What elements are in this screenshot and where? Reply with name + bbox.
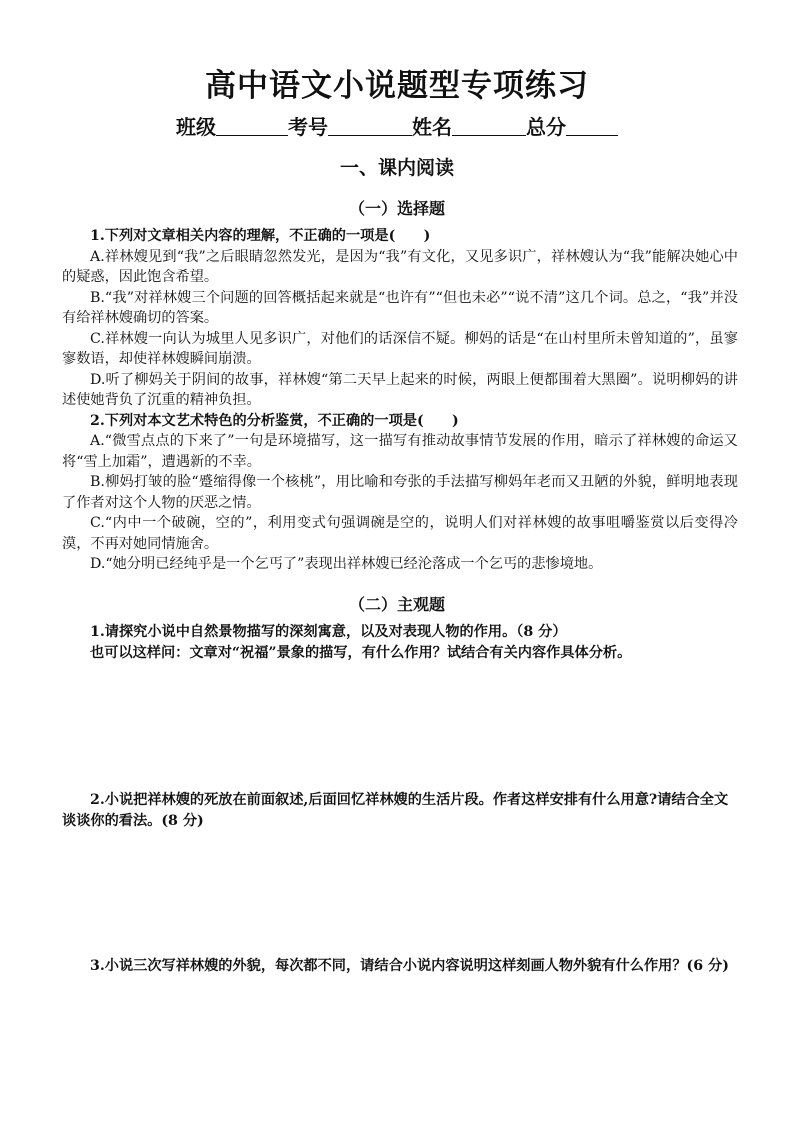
class-blank[interactable] (216, 115, 288, 136)
q1-option-d[interactable]: D.听了柳妈关于阴间的故事，祥林嫂“第二天早上起来的时候，两眼上便都围着大黑圈”。说明柳妈的讲述使她背负了沉重的精神负担。 (62, 371, 738, 408)
score-blank[interactable] (566, 115, 618, 136)
exam-no-blank[interactable] (328, 115, 412, 136)
name-blank[interactable] (452, 115, 526, 136)
sq1-answer-area[interactable] (62, 670, 738, 782)
name-label: 姓名 (412, 115, 452, 139)
q1-option-b[interactable]: B.“我”对祥林嫂三个问题的回答概括起来就是“也许有”“但也未必”“说不清”这几个词。总之，“我”并没有给祥林嫂确切的答案。 (62, 289, 738, 326)
q2-option-a[interactable]: A.“微雪点点的下来了”一句是环境描写，这一描写有推动故事情节发展的作用，暗示了祥林嫂的命运又将“雪上加霜”，遭遇新的不幸。 (62, 433, 738, 470)
q2-stem: 2.下列对本文艺术特色的分析鉴赏，不正确的一项是( ) (90, 412, 459, 429)
score-label: 总分 (526, 115, 566, 139)
q2-option-b[interactable]: B.柳妈打皱的脸“蹙缩得像一个核桃”，用比喻和夸张的手法描写柳妈年老而又丑陋的外貌，鲜明地表现了作者对这个人物的厌恶之情。 (62, 474, 738, 511)
sq1-line2: 也可以这样问：文章对“祝福”景象的描写，有什么作用？试结合有关内容作具体分析。 (90, 645, 632, 661)
sq2-answer-area[interactable] (62, 836, 738, 952)
choice-questions (62, 226, 738, 575)
q1-option-c[interactable]: C.祥林嫂一向认为城里人见多识广，对他们的话深信不疑。柳妈的话是“在山村里所未曾知道的”，虽寥寥数语，却使祥林嫂瞬间崩溃。 (62, 330, 738, 367)
part-heading-choice: （一）选择题 (348, 199, 445, 218)
q1-option-a[interactable]: A.祥林嫂见到“我”之后眼睛忽然发光，是因为“我”有文化，又见多识广，祥林嫂认为“我”能解决她心中的疑惑，因此饱含希望。 (62, 248, 738, 285)
student-info-line (0, 111, 794, 140)
q2-option-c[interactable]: C.“内中一个破碗，空的”，利用变式句强调碗是空的，说明人们对祥林嫂的故事咀嚼鉴赏以后变得冷漠，不再对她同情施舍。 (62, 515, 738, 552)
q2-option-d[interactable]: D.“她分明已经纯乎是一个乞丐了”表现出祥林嫂已经沦落成一个乞丐的悲惨境地。 (90, 556, 603, 572)
sq1-line1: 1.请探究小说中自然景物描写的深刻寓意，以及对表现人物的作用。（8 分） (90, 624, 567, 640)
subjective-q3: 3.小说三次写祥林嫂的外貌，每次都不同，请结合小说内容说明这样刻画人物外貌有什么作用？(6 分) (90, 958, 729, 974)
exam-no-label: 考号 (288, 115, 328, 139)
q1-stem: 1.下列对文章相关内容的理解，不正确的一项是( ) (90, 228, 431, 244)
subjective-q2: 2.小说把祥林嫂的死放在前面叙述,后面回忆祥林嫂的生活片段。作者这样安排有什么用意?请结合全文谈谈你的看法。(8 分) (62, 792, 729, 829)
class-label: 班级 (176, 115, 216, 139)
subjective-q1 (62, 622, 738, 664)
sq3-answer-area[interactable] (62, 1002, 738, 1112)
part-heading-subjective: （二）主观题 (348, 595, 445, 614)
page-title: 高中语文小说题型专项练习 (205, 68, 589, 104)
section-heading-reading: 一、课内阅读 (339, 157, 454, 179)
